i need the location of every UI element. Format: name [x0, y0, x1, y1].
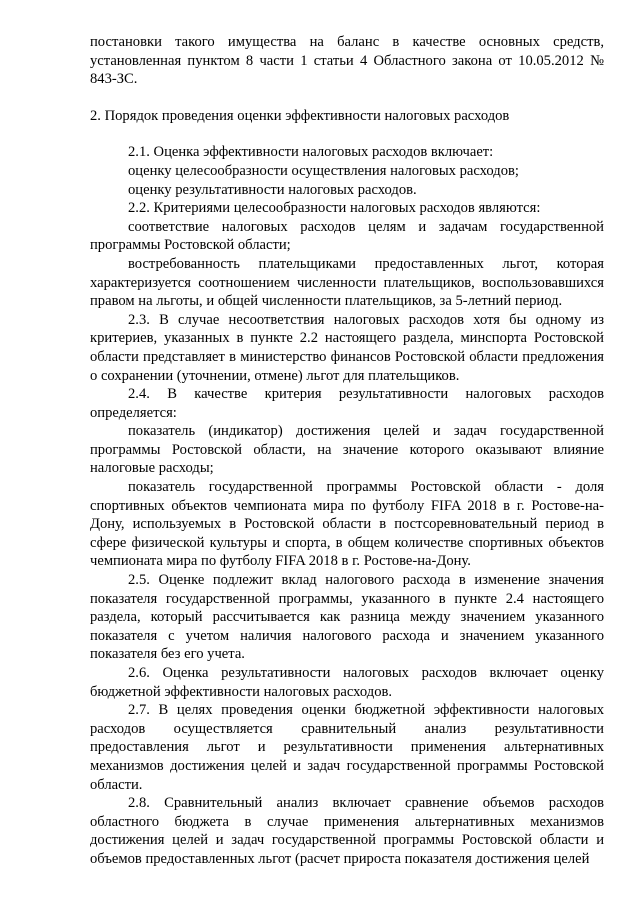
paragraph-2-1-item-1: оценку целесообразности осуществления налоговых расходов;: [128, 162, 519, 179]
paragraph-2-6: 2.6. Оценка результативности налоговых расходов включает оценку бюджетной эффективности налоговых расходов.: [90, 665, 604, 700]
paragraph-2-1-item-2: оценку результативности налоговых расходов.: [128, 181, 417, 198]
paragraph-2-2: 2.2. Критериями целесообразности налоговых расходов являются:: [128, 200, 541, 217]
paragraph-2-2-item-2: востребованность плательщиками предоставленных льгот, которая характеризуется соотношением численности плательщиков, воспользовавшихся правом на льготы, и общей численности плательщиков, за 5-летний период.: [90, 255, 604, 310]
paragraph-continuation: постановки такого имущества на баланс в качестве основных средств, установленная пунктом 8 части 1 статьи 4 Областного закона от 10.05.2012 № 843-ЗС.: [90, 34, 604, 88]
paragraph-2-5: 2.5. Оценке подлежит вклад налогового расхода в изменение значения показателя государственной программы, указанного в пункте 2.4 настоящего раздела, который рассчитывается как разница между значением указанного показателя с учетом наличия налогового расхода и значением указанного показателя без его учета.: [90, 572, 604, 663]
paragraph-2-1: 2.1. Оценка эффективности налоговых расходов включает:: [128, 144, 494, 161]
paragraph-2-4-item-2: показатель государственной программы Ростовской области - доля спортивных объектов чемпионата мира по футболу FIFA 2018 в г. Ростове-на-Дону, используемых в Ростовской области в постсоревновательный период в сфере физической культуры и спорта, в общем количестве спортивных объектов чемпионата мира по футболу FIFA 2018 в г. Ростове-на-Дону.: [90, 479, 604, 570]
paragraph-2-2-item-1: соответствие налоговых расходов целям и задачам государственной программы Ростовской области;: [90, 218, 604, 254]
paragraph-2-7: 2.7. В целях проведения оценки бюджетной эффективности налоговых расходов осуществляется сравнительный анализ результативности предоставления льгот и результативности применения альтернативных механизмов достижения целей и задач государственной программы Ростовской области.: [90, 702, 604, 793]
section-heading: 2. Порядок проведения оценки эффективности налоговых расходов: [90, 107, 510, 124]
paragraph-2-4-item-1: показатель (индикатор) достижения целей и задач государственной программы Ростовской области, на значение которого оказывают влияние налоговые расходы;: [90, 423, 604, 477]
paragraph-2-8: 2.8. Сравнительный анализ включает сравнение объемов расходов областного бюджета в случае применения альтернативных механизмов достижения целей и задач государственной программы Ростовской области и объемов предоставленных льгот (расчет прироста показателя достижения целей: [90, 795, 604, 867]
paragraph-2-4: 2.4. В качестве критерия результативности налоговых расходов определяется:: [90, 386, 604, 421]
paragraph-2-3: 2.3. В случае несоответствия налоговых расходов хотя бы одному из критериев, указанных в пункте 2.2 настоящего раздела, минспорта Ростовской области представляет в министерство финансов Ростовской области предложения о сохранении (уточнении, отмене) льгот для плательщиков.: [90, 311, 604, 384]
